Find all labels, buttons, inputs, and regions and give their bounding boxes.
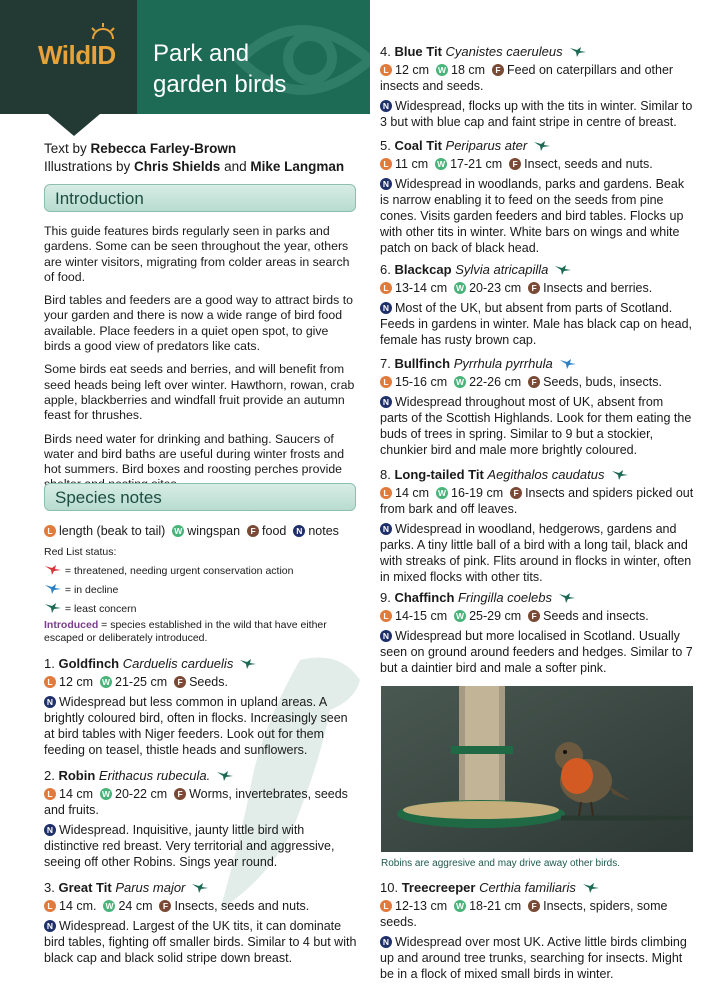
species-heading: 9. Chaffinch Fringilla coelebs [380, 590, 694, 606]
food-icon: F [510, 487, 522, 499]
notes-icon: N [380, 178, 392, 190]
species-notes: N Widespread, flocks up with the tits in winter. Similar to 3 but with blue cap and faint stripe in centre of breast. [380, 99, 693, 129]
species-notes: N Widespread in woodland, hedgerows, gardens and parks. A tiny little ball of a bird with a long tail, black and with streaks of pink. Flits around in flocks in winter, often in mixed flocks with other tits. [380, 522, 692, 584]
food-icon: F [492, 64, 504, 76]
header-banner [0, 0, 370, 114]
species-notes: N Widespread. Inquisitive, jaunty little bird with distinctive red breast. Very territorial and aggressive, seeing off other Robins. Sings year round. [44, 823, 335, 869]
length-icon: L [44, 788, 56, 800]
species-name: Chaffinch [394, 590, 455, 605]
wingspan-icon: W [437, 488, 447, 498]
wingspan-icon: W [101, 677, 111, 687]
green-bird-icon [44, 602, 62, 613]
species-notes-heading: Species notes [44, 483, 356, 511]
species-entry [380, 138, 694, 256]
species-latin: Sylvia atricapilla [455, 262, 549, 277]
species-entry [380, 880, 694, 982]
species-notes: N Widespread throughout most of UK, absent from parts of the Scottish Highlands. Look for them eating the buds of trees in spring. Similar to 9 but a stockier, chunkier bird and male more brightly coloured. [380, 395, 692, 457]
species-name: Blue Tit [394, 44, 442, 59]
species-latin: Cyanistes caeruleus [445, 44, 563, 59]
length-icon: L [44, 676, 56, 688]
legend: L length (beak to tail) W wingspan F food N notes Red List status: = threatened, needing urgent conservation action = in decline = least concern Introduced = species established in the wild that have either escaped or deliberately introduced. [44, 524, 339, 644]
species-heading: 1. Goldfinch Carduelis carduelis [44, 656, 360, 672]
length-icon: L [44, 900, 56, 912]
intro-heading: Introduction [44, 184, 356, 212]
wingspan-icon: W [437, 65, 447, 75]
species-entry [380, 356, 694, 458]
logo-pointer [48, 114, 100, 136]
status-bird-icon [582, 882, 600, 893]
photo-caption: Robins are aggresive and may drive away other birds. [381, 858, 621, 869]
status-bird-icon [559, 358, 577, 369]
species-name: Great Tit [58, 880, 112, 895]
species-name: Treecreeper [401, 880, 476, 895]
length-icon: L [380, 487, 392, 499]
status-bird-icon [569, 46, 587, 57]
notes-icon: N [380, 936, 392, 948]
species-measurements: L 14-15 cm W 25-29 cm F Seeds and insects. [380, 608, 694, 624]
food-icon: F [174, 788, 186, 800]
species-measurements: L 11 cm W 17-21 cm F Insect, seeds and nuts. [380, 156, 694, 172]
notes-icon: N [380, 396, 392, 408]
length-icon: L [380, 376, 392, 388]
length-icon: L [380, 900, 392, 912]
status-bird-icon [216, 770, 234, 781]
logo-text: WildID [38, 40, 116, 70]
notes-icon: N [44, 920, 56, 932]
species-latin: Carduelis carduelis [122, 656, 234, 671]
wingspan-icon: W [174, 526, 183, 536]
length-icon: L [380, 64, 392, 76]
species-notes: N Widespread but less common in upland areas. A brightly coloured bird, often in flocks. Increasingly seen at bird tables with Niger feeders. Look out for them feeding on teasel, thistle heads and sunflowers. [44, 695, 348, 757]
species-entry [44, 656, 360, 758]
status-bird-icon [611, 469, 629, 480]
wingspan-icon: W [456, 611, 465, 621]
food-icon: F [174, 676, 186, 688]
species-measurements: L 12 cm W 18 cm F Feed on caterpillars and other insects and seeds. [380, 63, 674, 93]
page-title: Park and garden birds [153, 40, 287, 98]
species-entry [44, 880, 360, 966]
notes-icon: N [44, 824, 56, 836]
robin-photo [381, 686, 693, 852]
status-bird-icon [558, 592, 576, 603]
food-icon: F [528, 900, 540, 912]
food-icon: F [509, 158, 521, 170]
species-heading: 10. Treecreeper Certhia familiaris [380, 880, 694, 896]
species-name: Coal Tit [394, 138, 442, 153]
credits: Text by Rebecca Farley-Brown Illustrations by Chris Shields and Mike Langman [44, 141, 345, 174]
species-heading: 4. Blue Tit Cyanistes caeruleus [380, 44, 694, 60]
species-name: Goldfinch [58, 656, 120, 671]
status-bird-icon [533, 140, 551, 151]
status-bird-icon [239, 658, 257, 669]
species-latin: Aegithalos caudatus [487, 467, 605, 482]
intro-text: This guide features birds regularly seen in parks and gardens. Some can be seen throughout the year, others are winter visitors, migrating from colder areas in search of food. Bird tables and feeders are a good way to attract birds to your garden and there is now a wide range of bird food available. Place feeders in a quiet open spot, to give birds a good view of predators like cats. Some birds eat seeds and berries, and will benefit from seed heads being left over winter. Hawthorn, rowan, crab apple, blackberries and windfall fruit provide an autumn feast for thrushes. Birds need water for drinking and bathing. Saucers of water and bird baths are useful during winter frosts and hot summers. Bird boxes and roosting perches provide [44, 224, 355, 477]
sun-icon [88, 22, 118, 40]
logo-box [0, 0, 137, 114]
food-icon: F [159, 900, 171, 912]
wingspan-icon: W [437, 159, 446, 169]
species-entry [380, 467, 694, 585]
length-icon: L [380, 282, 392, 294]
species-entry [380, 590, 694, 676]
species-notes: N Widespread but more localised in Scotland. Usually seen on ground around feeders and hedges. Similar to 7 but a daintier bird and male a softer pink. [380, 629, 693, 675]
species-name: Blackcap [394, 262, 452, 277]
length-icon: L [44, 525, 56, 537]
species-heading: 8. Long-tailed Tit Aegithalos caudatus [380, 467, 694, 483]
length-icon: L [380, 610, 392, 622]
species-notes: N Most of the UK, but absent from parts of Scotland. Feeds in gardens in winter. Male has black cap on head, female has rusty brown cap. [380, 301, 692, 347]
food-icon: F [528, 376, 540, 388]
species-measurements: L 12-13 cm W 18-21 cm F Insects, spiders, some seeds. [380, 899, 668, 929]
wingspan-icon: W [456, 901, 465, 911]
species-heading: 2. Robin Erithacus rubecula. [44, 768, 360, 784]
species-latin: Certhia familiaris [479, 880, 576, 895]
species-heading: 3. Great Tit Parus major [44, 880, 360, 896]
notes-icon: N [380, 523, 392, 535]
species-measurements: L 13-14 cm W 20-23 cm F Insects and berries. [380, 280, 694, 296]
food-icon: F [247, 525, 259, 537]
status-bird-icon [554, 264, 572, 275]
notes-icon: N [44, 696, 56, 708]
species-latin: Pyrrhula pyrrhula [453, 356, 553, 371]
species-latin: Periparus ater [445, 138, 528, 153]
species-heading: 6. Blackcap Sylvia atricapilla [380, 262, 694, 278]
species-name: Robin [58, 768, 96, 783]
food-icon: F [528, 610, 540, 622]
species-latin: Erithacus rubecula. [98, 768, 211, 783]
species-entry [44, 768, 360, 870]
species-measurements: L 14 cm. W 24 cm F Insects, seeds and nuts. [44, 898, 360, 914]
species-measurements: L 12 cm W 21-25 cm F Seeds. [44, 674, 360, 690]
blue-bird-icon [44, 583, 62, 594]
wingspan-icon: W [105, 901, 114, 911]
species-heading: 7. Bullfinch Pyrrhula pyrrhula [380, 356, 694, 372]
species-notes: N Widespread in woodlands, parks and gardens. Beak is narrow enabling it to feed on the seeds from pine cones. Visits garden feeders and bird tables. Flocks up with other tits in winter. White bars on wings and white patch on back of black head. [380, 177, 685, 255]
wingspan-icon: W [101, 789, 111, 799]
species-entry [380, 44, 694, 130]
species-name: Bullfinch [394, 356, 451, 371]
wingspan-icon: W [456, 377, 465, 387]
notes-icon: N [293, 525, 305, 537]
notes-icon: N [380, 100, 392, 112]
species-notes: N Widespread. Largest of the UK tits, it can dominate bird tables, fighting off smaller birds. Similar to 4 but with black cap and black solid stripe down breast. [44, 919, 357, 965]
status-bird-icon [191, 882, 209, 893]
food-icon: F [528, 282, 540, 294]
species-heading: 5. Coal Tit Periparus ater [380, 138, 694, 154]
length-icon: L [380, 158, 392, 170]
species-latin: Fringilla coelebs [458, 590, 552, 605]
species-measurements: L 14 cm W 20-22 cm F Worms, invertebrates, seeds and fruits. [44, 787, 348, 817]
species-measurements: L 14 cm W 16-19 cm F Insects and spiders picked out from bark and off leaves. [380, 486, 694, 516]
notes-icon: N [380, 630, 392, 642]
species-name: Long-tailed Tit [394, 467, 484, 482]
species-measurements: L 15-16 cm W 22-26 cm F Seeds, buds, insects. [380, 374, 694, 390]
wingspan-icon: W [456, 283, 465, 293]
robin-photo-image [381, 686, 693, 852]
red-bird-icon [44, 564, 62, 575]
species-entry [380, 262, 694, 348]
species-latin: Parus major [115, 880, 186, 895]
species-notes: N Widespread over most UK. Active little birds climbing up and around tree trunks, searching for insects. Might be in a flock of mixed small birds in winter. [380, 935, 687, 981]
notes-icon: N [380, 302, 392, 314]
